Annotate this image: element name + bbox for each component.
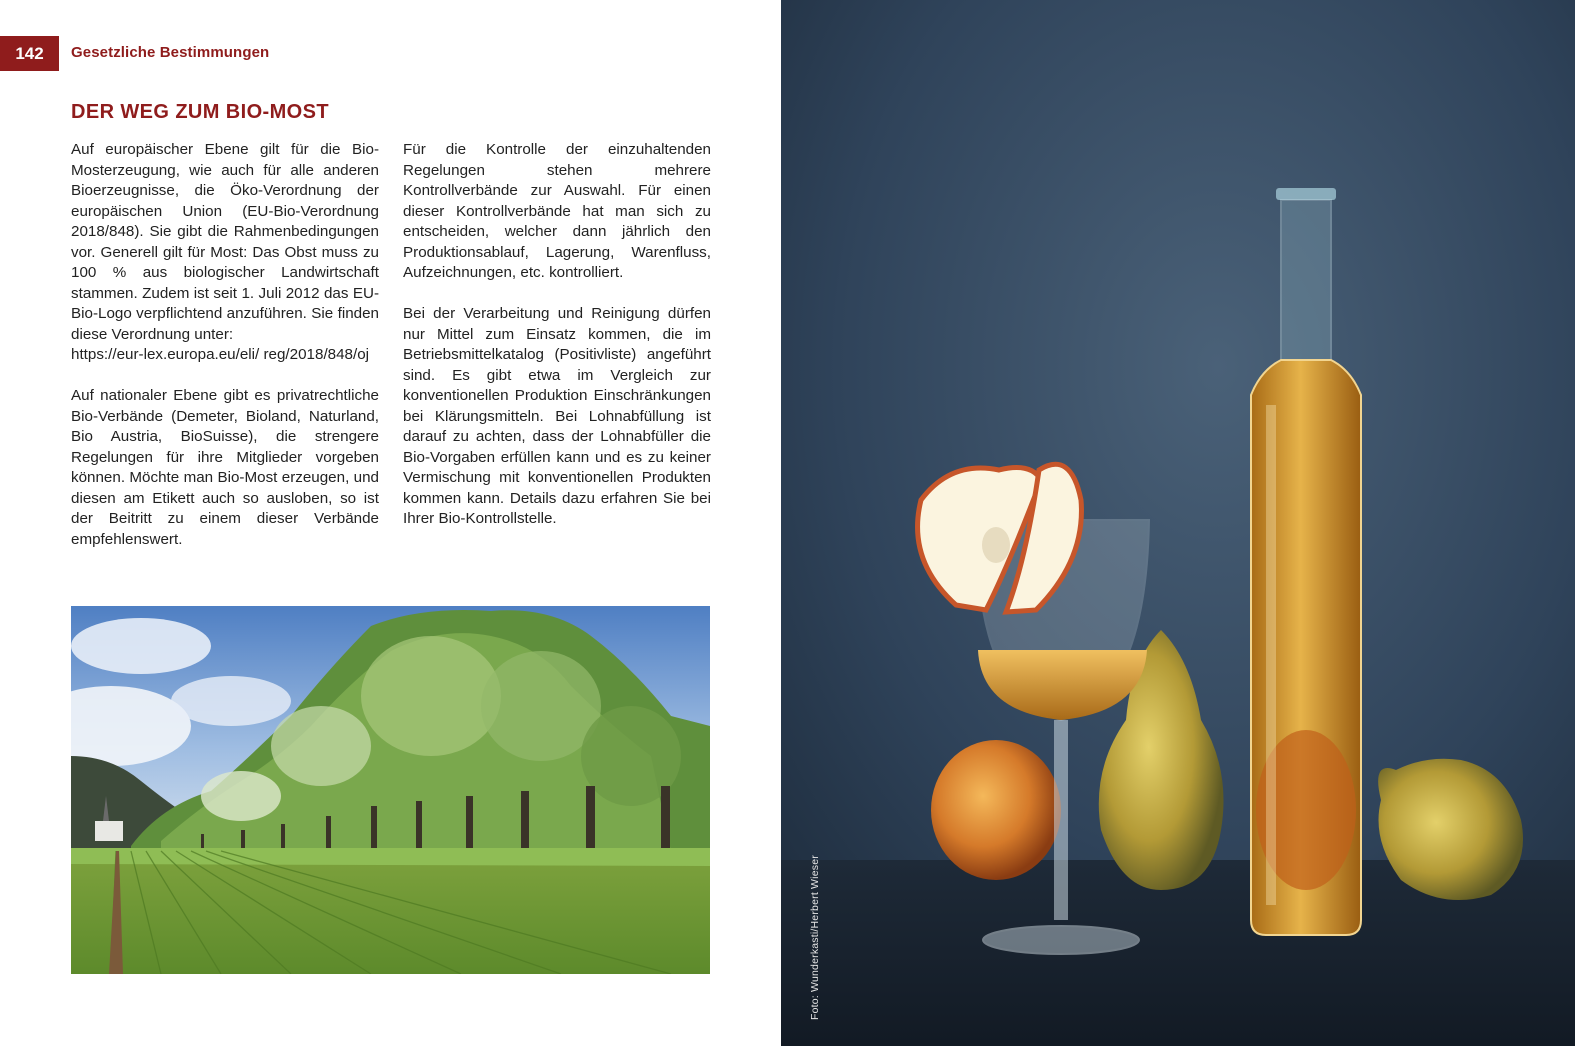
orchard-photo: [71, 606, 710, 974]
paragraph-processing: Bei der Verarbeitung und Reinigung dürfen nur Mittel zum Einsatz kommen, die im Betriebsmittelkatalog (Positivliste) angeführt sind. Es gibt etwa im Vergleich zur konventionellen Produktion Einschränkungen bei Klärungsmitteln. Bei Lohnabfüllung ist darauf zu achten, dass der Lohnabfüller die Bio-Vorgaben erfüllen kann und es zu keiner Vermischung mit konventionellen Produkten kommen kann. Details dazu erfahren Sie bei Ihrer Bio-Kontrollstelle.: [403, 305, 711, 527]
running-head: Gesetzliche Bestimmungen: [71, 44, 270, 61]
photo-credit: Foto: Wunderkasti/Herbert Wieser: [809, 855, 821, 1020]
paragraph-eu-regulation: Auf europäischer Ebene gilt für die Bio-Mosterzeugung, wie auch für alle anderen Bioerzeugnisse, die Öko-Verordnung der europäischen Union (EU-Bio-Verordnung 2018/848). Sie gibt die Rahmenbedingungen vor. Generell gilt für Most: Das Obst muss zu 100 % aus biologischer Landwirtschaft stammen. Zudem ist seit 1. Juli 2012 das EU-Bio-Logo verpflichtend anzuführen. Sie finden diese Verordnung unter:: [71, 141, 379, 343]
text-column-2: [403, 140, 711, 550]
paragraph-national-associations: Auf nationaler Ebene gibt es privatrechtliche Bio-Verbände (Demeter, Bioland, Naturland, Bio Austria, BioSuisse), die strengere Regelungen für ihre Mitglieder vorgeben können. Möchte man Bio-Most erzeugen, und diesen am Etikett auch so ausloben, so ist der Beitritt zu einem dieser Verbände empfehlenswert.: [71, 387, 379, 548]
regulation-url: https://eur-lex.europa.eu/eli/ reg/2018/848/oj: [71, 346, 370, 363]
page-number: 142: [0, 36, 59, 71]
section-title: DER WEG ZUM BIO-MOST: [71, 101, 329, 123]
cider-still-life-photo: [781, 0, 1575, 1046]
text-column-1: [71, 140, 379, 571]
left-page: [0, 0, 781, 1046]
paragraph-control-bodies: Für die Kontrolle der einzuhaltenden Regelungen stehen mehrere Kontrollverbände zur Auswahl. Für einen dieser Kontrollverbände hat man sich zu entscheiden, welcher dann jährlich den Produktionsablauf, Lagerung, Warenfluss, Aufzeichnungen, etc. kontrolliert.: [403, 141, 711, 281]
